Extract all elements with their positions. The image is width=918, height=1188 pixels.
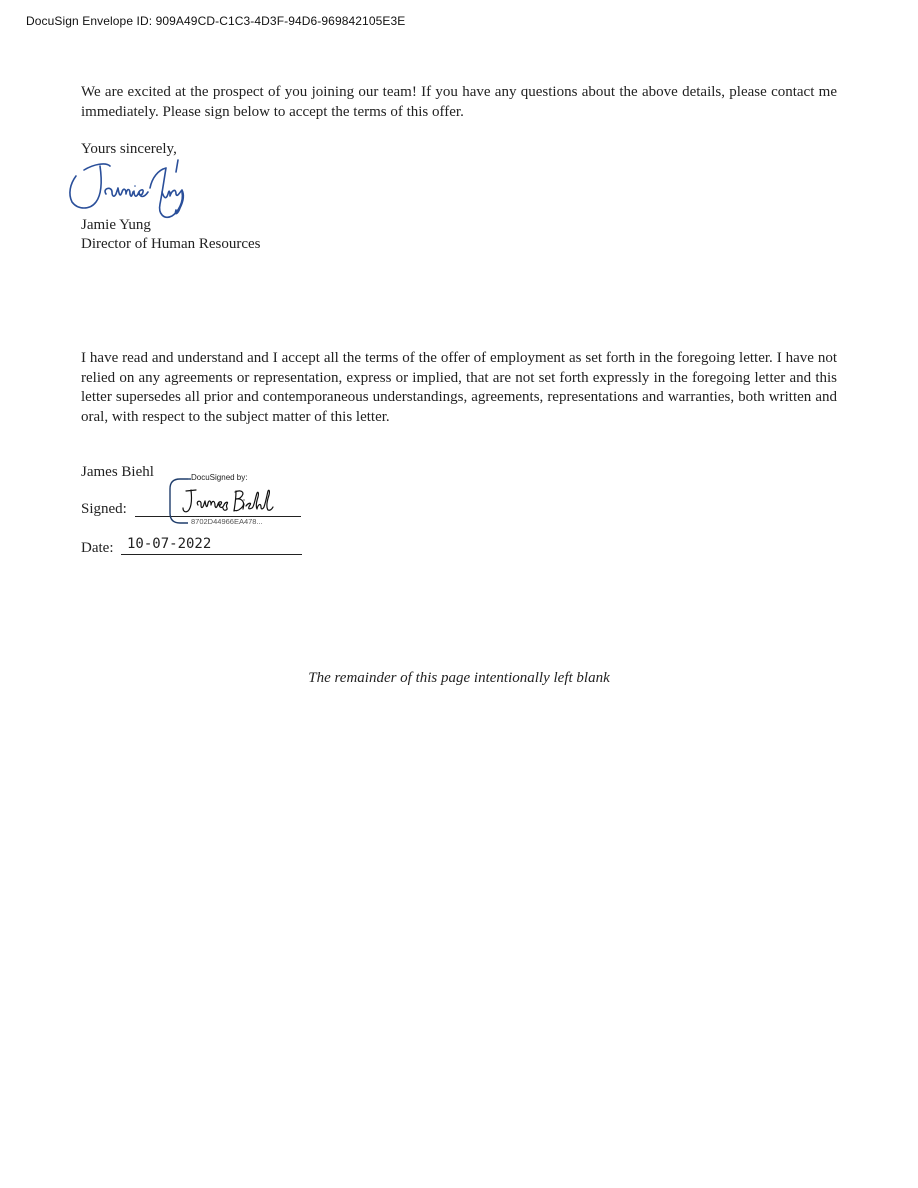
date-label: Date: (81, 540, 114, 556)
intentionally-blank-note: The remainder of this page intentionally left blank (308, 670, 610, 686)
employee-name: James Biehl (81, 464, 154, 480)
signatory-name: Jamie Yung (81, 217, 151, 233)
signed-label: Signed: (81, 501, 127, 517)
date-value: 10-07-2022 (127, 536, 212, 552)
docusign-signature-james-biehl (180, 487, 280, 517)
docusigned-by-label: DocuSigned by: (191, 473, 248, 482)
salutation: Yours sincerely, (81, 141, 177, 157)
docusign-hash: 8702D44966EA478... (191, 517, 263, 526)
signatory-title: Director of Human Resources (81, 236, 261, 252)
date-line (121, 554, 302, 555)
closing-paragraph: We are excited at the prospect of you joining our team! If you have any questions about the above details, please contact me immediately. Please sign below to accept the terms of this offer. (81, 84, 837, 120)
docusign-envelope-id: DocuSign Envelope ID: 909A49CD-C1C3-4D3F-94D6-969842105E3E (26, 14, 406, 28)
acceptance-statement: I have read and understand and I accept all the terms of the offer of employment as set forth in the foregoing letter. I have not relied on any agreements or representation, express or implied, that are not set forth expressly in the foregoing letter and this letter supersedes all prior and contemporaneous understandings, agreements, representations and warranties, both written and oral, with respect to the subject matter of this letter. (81, 350, 837, 425)
